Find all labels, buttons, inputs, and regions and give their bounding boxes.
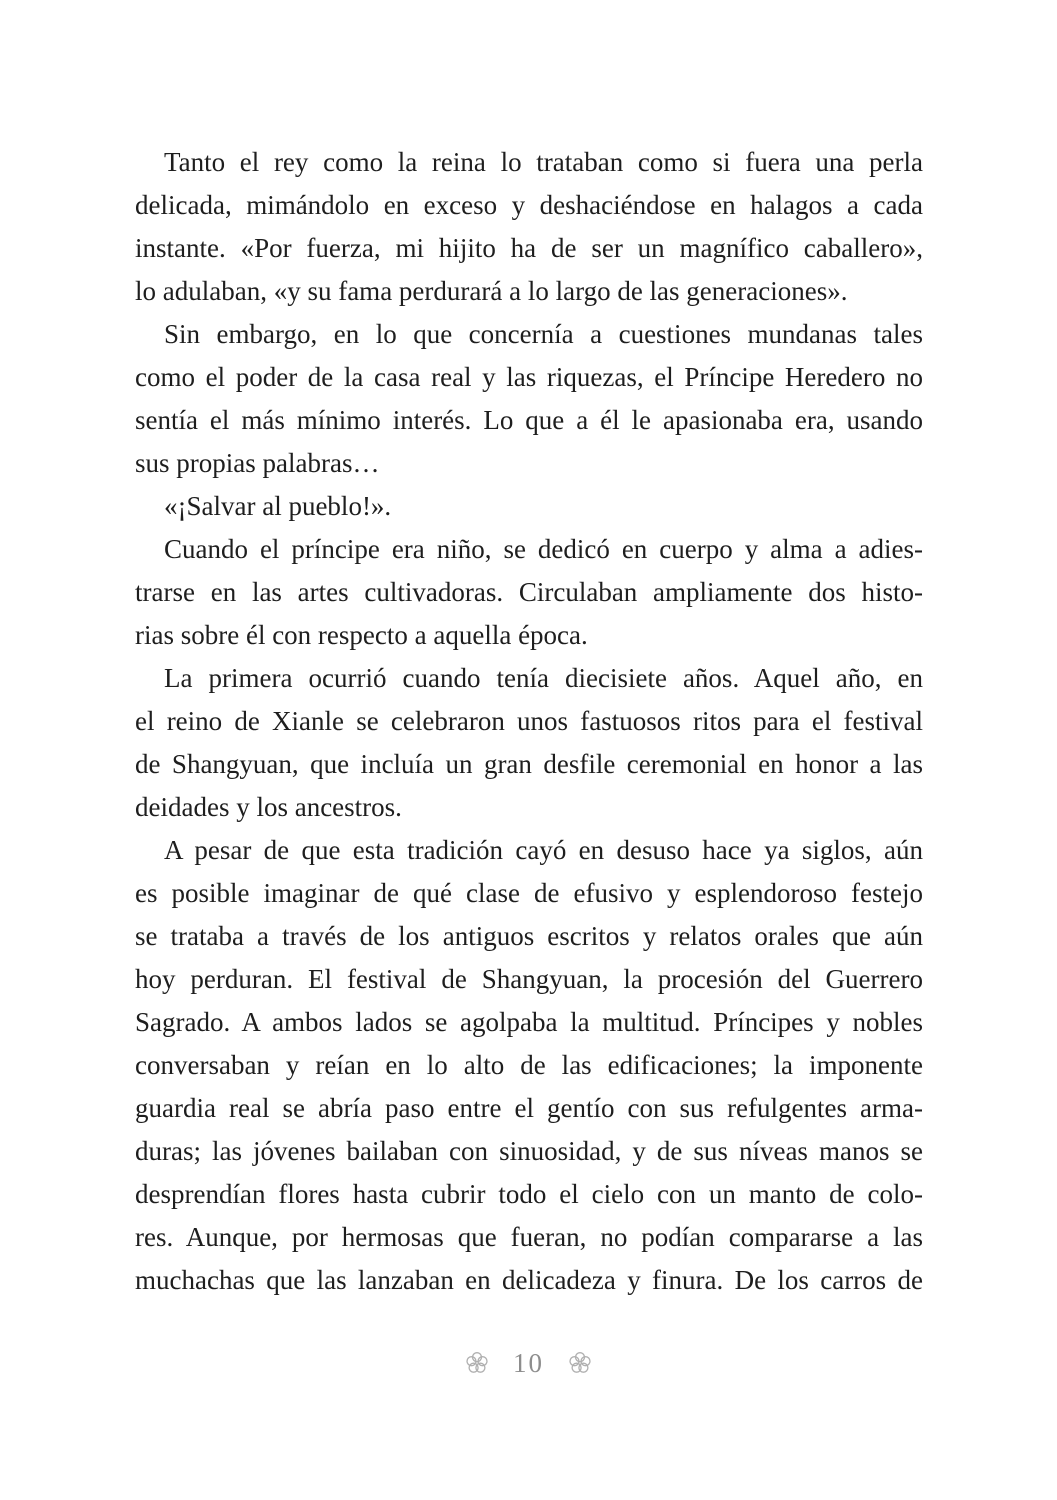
text-line: La primera ocurrió cuando tenía diecisiete años. Aquel año, en xyxy=(164,663,923,693)
paragraph xyxy=(135,829,923,1302)
text-line: se trataba a través de los antiguos escritos y relatos orales que aún xyxy=(135,921,923,951)
text-line: Tanto el rey como la reina lo trataban como si fuera una perla xyxy=(164,147,923,177)
text-line: hoy perduran. El festival de Shangyuan, la procesión del Guerrero xyxy=(135,964,923,994)
paragraph xyxy=(135,313,923,485)
text-line: instante. «Por fuerza, mi hijito ha de ser un magnífico caballero», xyxy=(135,233,923,263)
text-line: duras; las jóvenes bailaban con sinuosidad, y de sus níveas manos se xyxy=(135,1136,923,1166)
page-footer xyxy=(0,1346,1057,1380)
text-line: trarse en las artes cultivadoras. Circulaban ampliamente dos histo- xyxy=(135,577,923,607)
text-line: Sin embargo, en lo que concernía a cuestiones mundanas tales xyxy=(164,319,923,349)
text-line: muchachas que las lanzaban en delicadeza y finura. De los carros de xyxy=(135,1265,923,1295)
body-text xyxy=(135,141,923,1302)
page-number: 10 xyxy=(513,1348,544,1378)
flower-ornament-icon xyxy=(465,1351,489,1375)
text-line: rias sobre él con respecto a aquella época. xyxy=(135,620,588,650)
text-line: deidades y los ancestros. xyxy=(135,792,402,822)
paragraph xyxy=(135,657,923,829)
text-line: desprendían flores hasta cubrir todo el cielo con un manto de colo- xyxy=(135,1179,923,1209)
text-line: delicada, mimándolo en exceso y deshaciéndose en halagos a cada xyxy=(135,190,923,220)
text-line: «¡Salvar al pueblo!». xyxy=(164,491,392,521)
text-line: Cuando el príncipe era niño, se dedicó en cuerpo y alma a adies- xyxy=(164,534,923,564)
text-line: el reino de Xianle se celebraron unos fastuosos ritos para el festival xyxy=(135,706,923,736)
text-line: res. Aunque, por hermosas que fueran, no podían compararse a las xyxy=(135,1222,923,1252)
text-line: es posible imaginar de qué clase de efusivo y esplendoroso festejo xyxy=(135,878,923,908)
text-line: A pesar de que esta tradición cayó en desuso hace ya siglos, aún xyxy=(164,835,923,865)
paragraph xyxy=(135,141,923,313)
flower-ornament-icon xyxy=(568,1351,592,1375)
text-line: conversaban y reían en lo alto de las edificaciones; la imponente xyxy=(135,1050,923,1080)
paragraph xyxy=(135,485,923,528)
text-line: guardia real se abría paso entre el gentío con sus refulgentes arma- xyxy=(135,1093,923,1123)
text-line: como el poder de la casa real y las riquezas, el Príncipe Heredero no xyxy=(135,362,923,392)
text-line: lo adulaban, «y su fama perdurará a lo largo de las generaciones». xyxy=(135,276,848,306)
text-line: de Shangyuan, que incluía un gran desfile ceremonial en honor a las xyxy=(135,749,923,779)
text-line: sus propias palabras… xyxy=(135,448,380,478)
text-line: Sagrado. A ambos lados se agolpaba la multitud. Príncipes y nobles xyxy=(135,1007,923,1037)
text-line: sentía el más mínimo interés. Lo que a él le apasionaba era, usando xyxy=(135,405,923,435)
paragraph xyxy=(135,528,923,657)
